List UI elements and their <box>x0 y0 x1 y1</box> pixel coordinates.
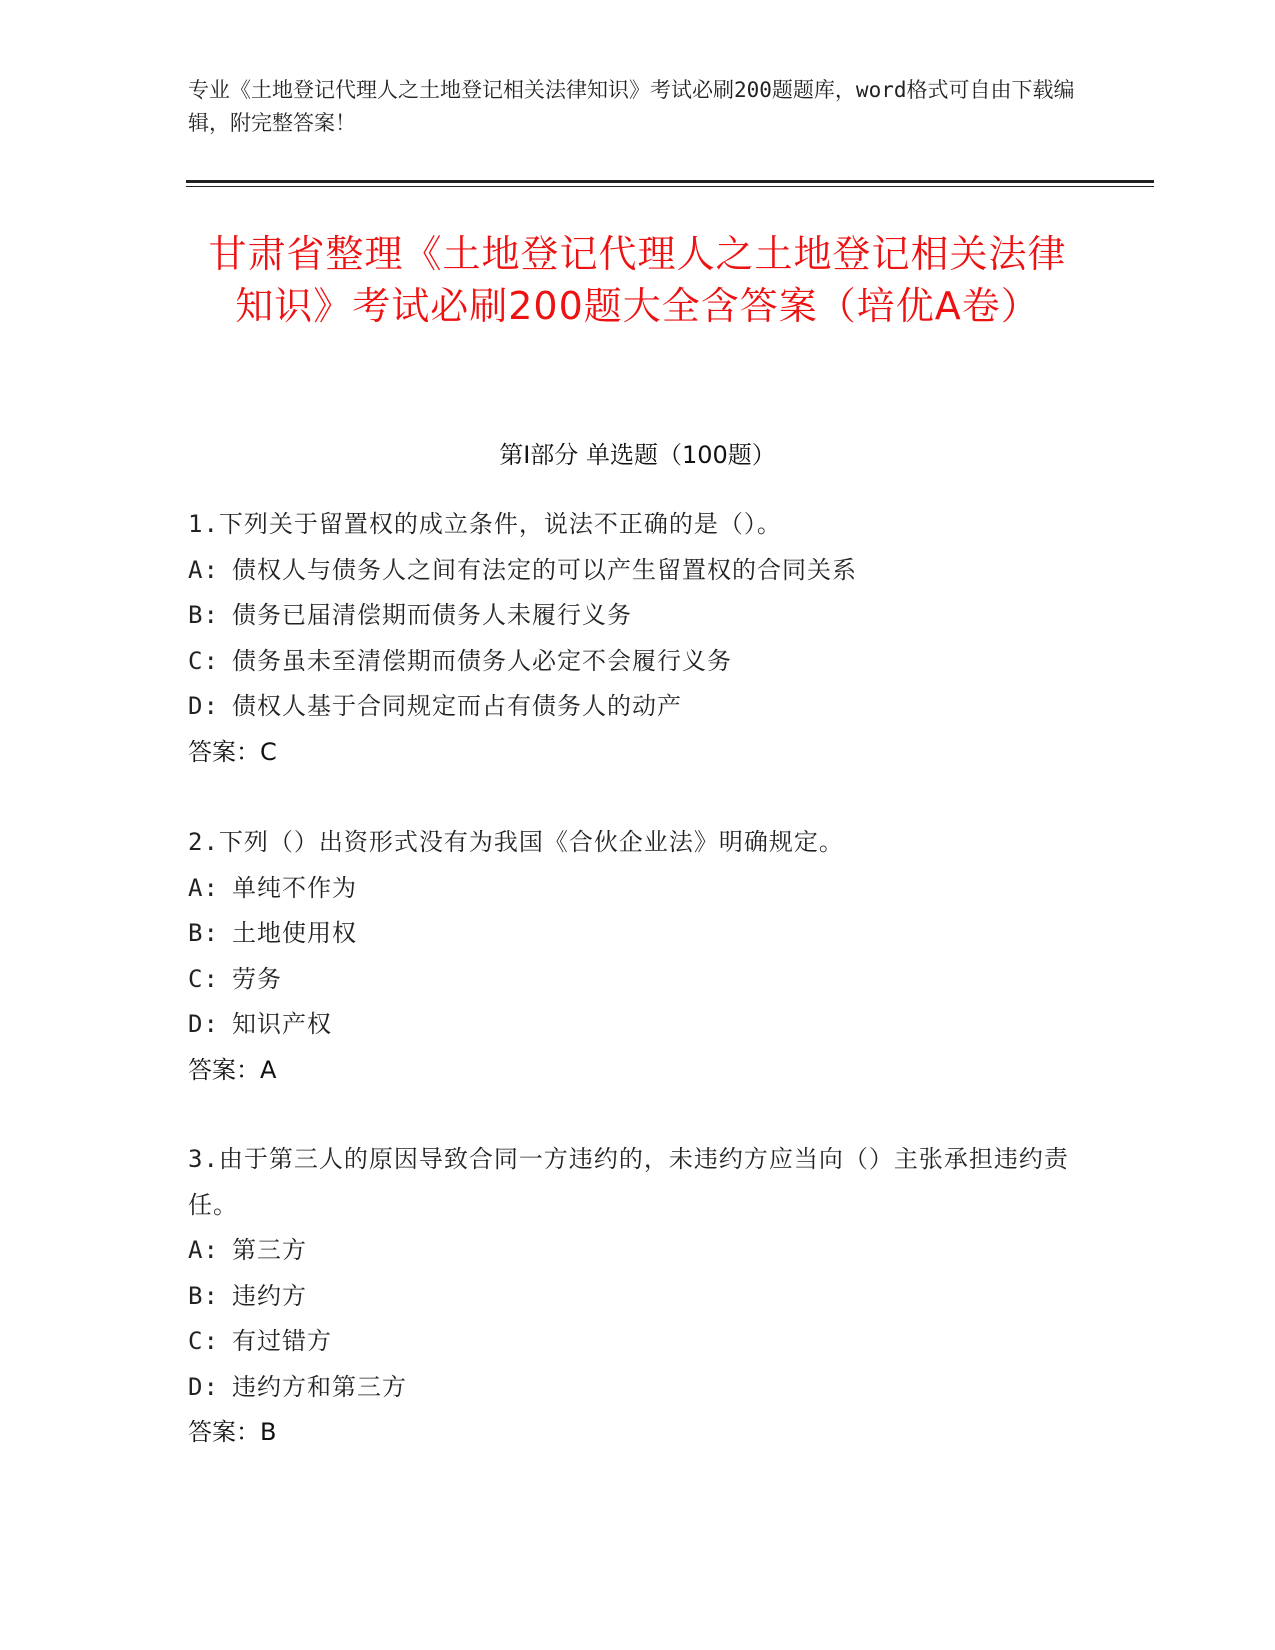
option-text: 债权人与债务人之间有法定的可以产生留置权的合同关系 <box>232 555 857 584</box>
option-c <box>188 639 1088 685</box>
section-title: 第I部分 单选题（100题） <box>499 441 776 469</box>
option-text: 劳务 <box>232 964 282 993</box>
option-letter: C: <box>188 1327 219 1355</box>
option-a <box>188 866 1088 912</box>
question-3 <box>188 1137 1088 1456</box>
header-divider-thick <box>186 180 1154 183</box>
question-stem: 2.下列（）出资形式没有为我国《合伙企业法》明确规定。 <box>188 828 844 856</box>
answer-label: 答案： <box>188 737 260 766</box>
option-a <box>188 548 1088 594</box>
option-text: 有过错方 <box>232 1327 332 1355</box>
option-d <box>188 1365 1088 1411</box>
option-c <box>188 1319 1088 1365</box>
option-letter: B: <box>188 1281 219 1310</box>
option-letter: A: <box>188 1236 219 1264</box>
option-a <box>188 1228 1088 1274</box>
option-letter: A: <box>188 873 219 902</box>
option-c <box>188 957 1088 1003</box>
option-b <box>188 1274 1088 1320</box>
option-letter: B: <box>188 919 219 947</box>
question-2 <box>188 820 1088 1093</box>
answer-value: B <box>260 1418 277 1446</box>
question-1 <box>188 502 1088 775</box>
answer-value: A <box>260 1055 277 1084</box>
option-letter: B: <box>188 601 219 629</box>
option-text: 违约方 <box>232 1281 307 1310</box>
answer-line <box>188 1410 1088 1456</box>
header-note: 专业《土地登记代理人之土地登记相关法律知识》考试必刷200题题库，word格式可自由下载编辑，附完整答案！ <box>188 78 1075 135</box>
answer-label: 答案： <box>188 1055 260 1084</box>
option-letter: C: <box>188 646 219 675</box>
question-stem: 3.由于第三人的原因导致合同一方违约的，未违约方应当向（）主张承担违约责任。 <box>188 1145 1069 1219</box>
option-text: 债务虽未至清偿期而债务人必定不会履行义务 <box>232 646 732 675</box>
question-stem: 1.下列关于留置权的成立条件，说法不正确的是（）。 <box>188 510 782 538</box>
answer-value: C <box>260 737 277 766</box>
option-text: 土地使用权 <box>232 919 357 947</box>
answer-line <box>188 730 1088 776</box>
answer-line <box>188 1048 1088 1094</box>
header-divider-thin <box>186 186 1154 187</box>
option-letter: D: <box>188 1010 219 1038</box>
document-title: 甘肃省整理《土地登记代理人之土地登记相关法律知识》考试必刷200题大全含答案（培优A卷） <box>208 232 1067 328</box>
option-text: 单纯不作为 <box>232 873 357 902</box>
option-d <box>188 1002 1088 1048</box>
option-letter: D: <box>188 692 219 720</box>
option-letter: A: <box>188 555 219 584</box>
option-b <box>188 593 1088 639</box>
option-text: 知识产权 <box>232 1010 332 1038</box>
option-letter: C: <box>188 964 219 993</box>
option-text: 违约方和第三方 <box>232 1372 407 1401</box>
option-text: 第三方 <box>232 1236 307 1264</box>
option-text: 债务已届清偿期而债务人未履行义务 <box>232 601 632 629</box>
option-d <box>188 684 1088 730</box>
option-text: 债权人基于合同规定而占有债务人的动产 <box>232 692 682 720</box>
option-b <box>188 911 1088 957</box>
answer-label: 答案： <box>188 1418 260 1446</box>
option-letter: D: <box>188 1372 219 1401</box>
